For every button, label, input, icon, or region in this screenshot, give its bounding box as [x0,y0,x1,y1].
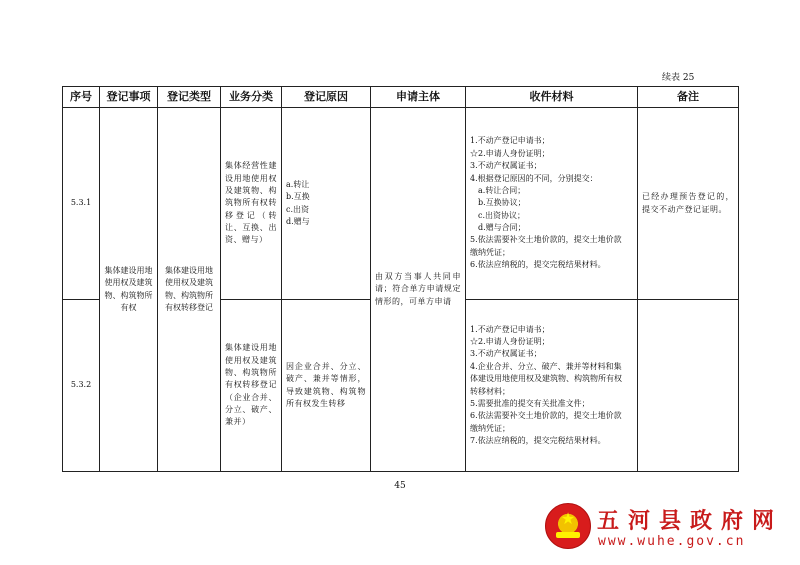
remarks-cell [638,300,739,472]
page-number: 45 [394,481,406,491]
header-type: 登记类型 [158,87,221,108]
reason-cell: 因企业合并、分立、破产、兼并等情形，导致建筑物、构筑物所有权发生转移 [282,300,371,472]
logo-title: 五河县政府网 [597,509,784,534]
reason-line: b.互换 [286,192,310,202]
registration-table [62,86,739,472]
material-line: 缴纳凭证； [470,423,510,433]
material-line: 1.不动产登记申请书； [470,136,550,146]
material-line: 3.不动产权属证书； [470,349,542,359]
remarks-cell: 已经办理预告登记的，提交不动产登记证明。 [638,108,739,300]
header-row [63,87,739,108]
national-emblem-icon [545,503,591,549]
material-line: 转移材料； [470,386,510,396]
logo-url: www.wuhe.gov.cn [598,534,746,549]
continuation-label: 续表 25 [662,73,695,83]
business-cell: 集体建设用地使用权及建筑物、构筑物所有权转移登记（企业合并、分立、破产、兼并） [221,300,282,472]
header-materials: 收件材料 [466,87,638,108]
material-line: 5.需要批准的提交有关批准文件； [470,398,590,408]
material-line: b.互换协议； [478,198,526,208]
seq-cell: 5.3.2 [63,300,100,472]
material-line: 缴纳凭证； [470,247,510,257]
material-line: 5.依法需要补交土地价款的，提交土地价款 [470,235,622,245]
header-item: 登记事项 [100,87,158,108]
header-reason: 登记原因 [282,87,371,108]
header-business: 业务分类 [221,87,282,108]
table-row [63,108,739,300]
seq-cell: 5.3.1 [63,108,100,300]
material-line: 7.依法应纳税的，提交完税结果材料。 [470,436,606,446]
header-applicant: 申请主体 [371,87,466,108]
header-remarks: 备注 [638,87,739,108]
material-line: 4.企业合并、分立、破产、兼并等材料和集 [470,361,622,371]
emblem-base [556,532,580,538]
material-line: a.转让合同； [478,185,526,195]
reason-line: d.赠与 [286,216,310,226]
materials-cell [466,300,638,472]
material-line: 6.依法应纳税的，提交完税结果材料。 [470,260,606,270]
header-seq: 序号 [63,87,100,108]
materials-cell [466,108,638,300]
reason-line: c.出资 [286,204,310,214]
material-line: c.出资协议； [478,210,526,220]
material-line: ☆2.申请人身份证明； [470,148,550,158]
material-line: 1.不动产登记申请书； [470,324,550,334]
type-cell: 集体建设用地使用权及建筑物、构筑物所有权转移登记 [158,108,221,472]
material-line: d.赠与合同； [478,223,526,233]
reason-line: a.转让 [286,179,310,189]
material-line: 4.根据登记原因的不同，分别提交： [470,173,598,183]
material-line: 体建设用地使用权及建筑物、构筑物所有权 [470,374,622,384]
star-icon: ★ [560,509,576,528]
material-line: 6.依法需要补交土地价款的，提交土地价款 [470,411,622,421]
site-logo[interactable] [545,502,785,552]
item-cell: 集体建设用地使用权及建筑物、构筑物所有权 [100,108,158,472]
material-line: 3.不动产权属证书； [470,161,542,171]
business-cell: 集体经营性建设用地使用权及建筑物、构筑物所有权转移登记（转让、互换、出资、赠与） [221,108,282,300]
applicant-cell: 由双方当事人共同申请；符合单方申请规定情形的，可单方申请 [371,108,466,472]
reason-cell [282,108,371,300]
material-line: ☆2.申请人身份证明； [470,336,550,346]
